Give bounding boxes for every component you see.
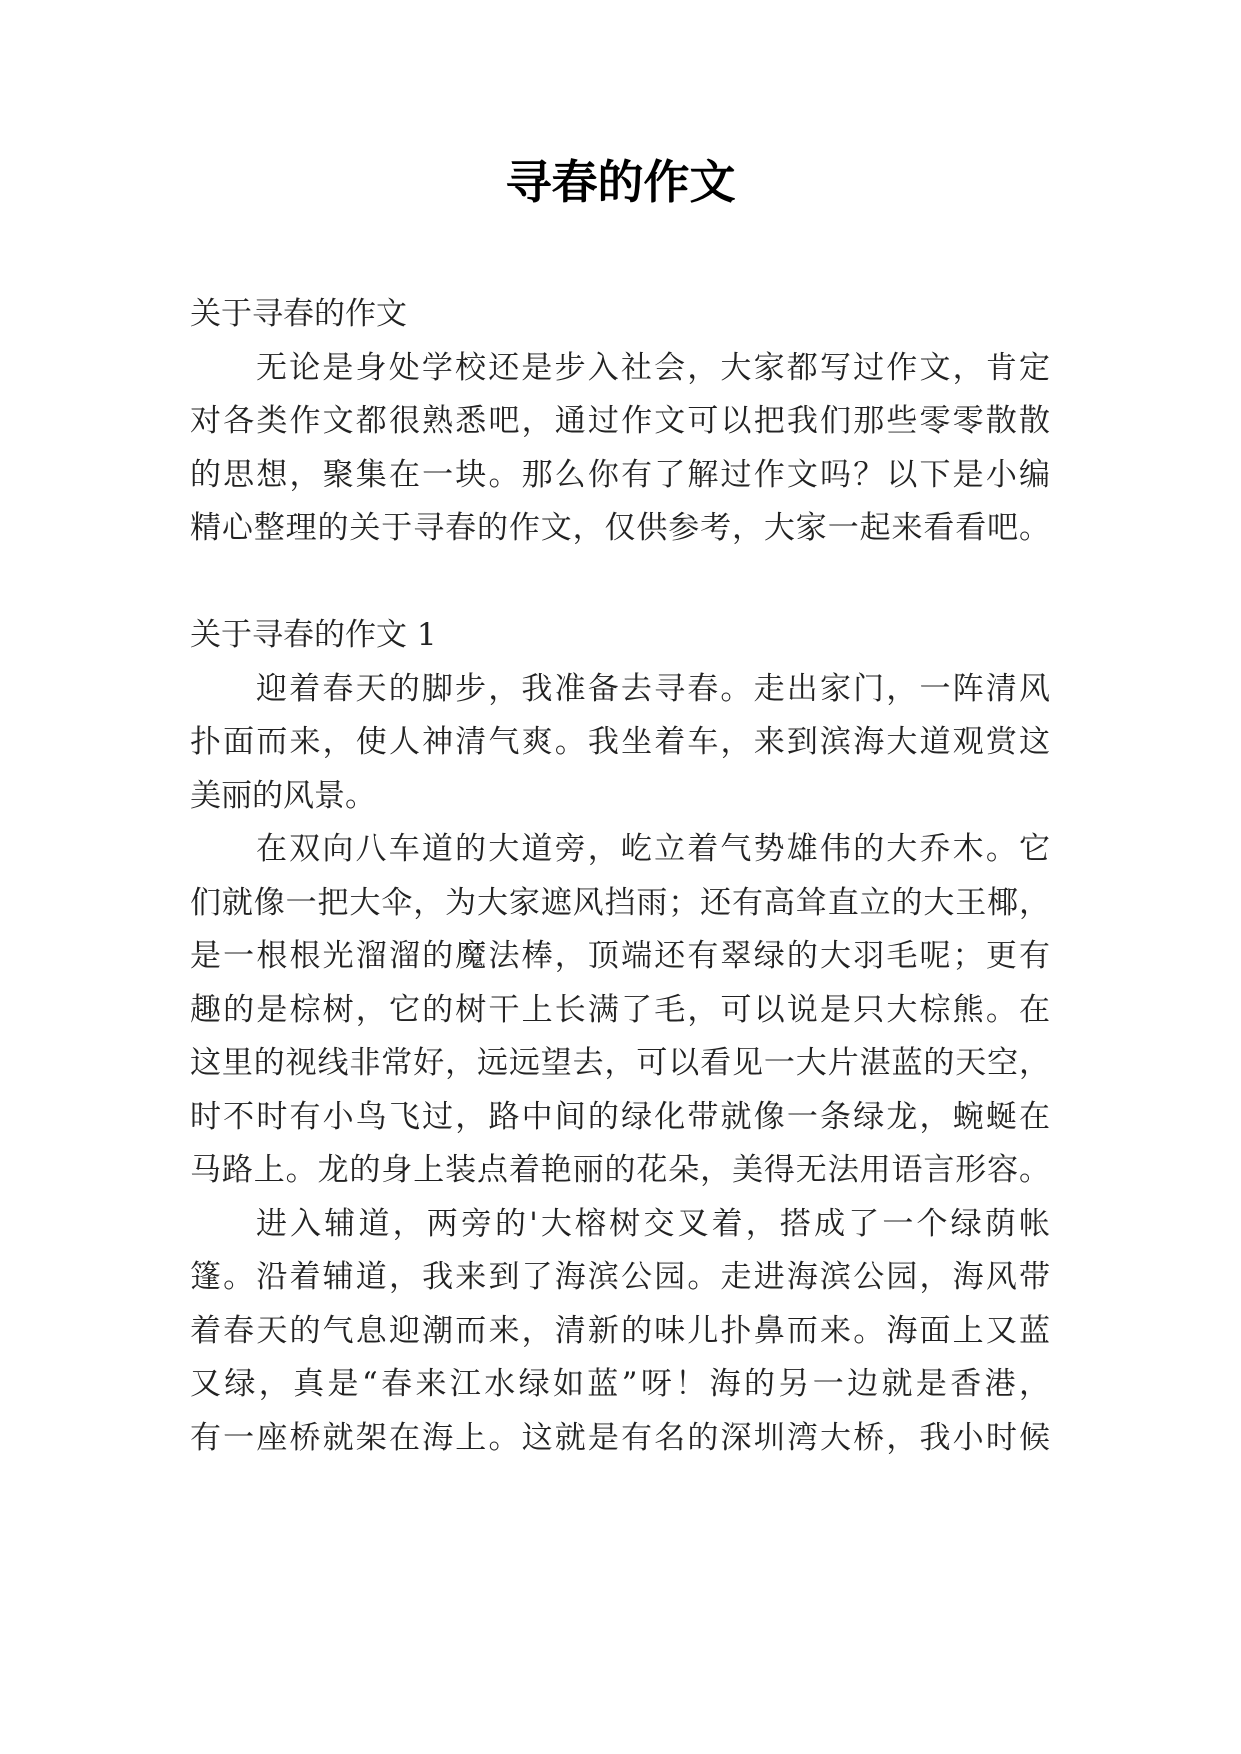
paragraph-line: 们就像一把大伞，为大家遮风挡雨；还有高耸直立的大王椰， xyxy=(190,884,1050,921)
paragraph-line: 时不时有小鸟飞过，路中间的绿化带就像一条绿龙，蜿蜒在 xyxy=(190,1098,1050,1135)
paragraph-line: 美丽的风景。 xyxy=(190,777,376,814)
paragraph-line: 篷。沿着辅道，我来到了海滨公园。走进海滨公园，海风带 xyxy=(190,1259,1050,1295)
paragraph-line: 是一根根光溜溜的魔法棒，顶端还有翠绿的大羽毛呢；更有 xyxy=(190,938,1050,974)
paragraph-line: 又绿，真是“春来江水绿如蓝”呀！海的另一边就是香港， xyxy=(190,1366,1050,1402)
paragraph-line: 进入辅道，两旁的'大榕树交叉着，搭成了一个绿荫帐 xyxy=(256,1205,1050,1242)
paragraph-line: 趣的是棕树，它的树干上长满了毛，可以说是只大棕熊。在 xyxy=(190,991,1050,1028)
paragraph-line: 马路上。龙的身上装点着艳丽的花朵，美得无法用语言形容。 xyxy=(190,1152,1050,1188)
paragraph-line: 的思想，聚集在一块。那么你有了解过作文吗？以下是小编 xyxy=(190,456,1050,493)
section-heading: 关于寻春的作文 xyxy=(190,296,407,332)
paragraph-line: 扑面而来，使人神清气爽。我坐着车，来到滨海大道观赏这 xyxy=(190,724,1050,760)
paragraph-line: 精心整理的关于寻春的作文，仅供参考，大家一起来看看吧。 xyxy=(190,510,1050,546)
paragraph-line: 迎着春天的脚步，我准备去寻春。走出家门，一阵清风 xyxy=(256,670,1050,707)
section-gap xyxy=(190,556,1050,610)
paragraph-line: 在双向八车道的大道旁，屹立着气势雄伟的大乔木。它 xyxy=(256,831,1050,867)
paragraph-line: 对各类作文都很熟悉吧，通过作文可以把我们那些零零散散 xyxy=(190,403,1050,439)
document-title: 寻春的作文 xyxy=(505,155,736,209)
paragraph-line: 着春天的气息迎潮而来，清新的味儿扑鼻而来。海面上又蓝 xyxy=(190,1312,1050,1349)
paragraph-line: 无论是身处学校还是步入社会，大家都写过作文，肯定 xyxy=(256,349,1050,386)
section-heading: 关于寻春的作文 1 xyxy=(190,617,437,653)
paragraph-line: 有一座桥就架在海上。这就是有名的深圳湾大桥，我小时候 xyxy=(190,1419,1050,1456)
document-body xyxy=(190,288,1050,1465)
paragraph-line: 这里的视线非常好，远远望去，可以看见一大片湛蓝的天空， xyxy=(190,1045,1050,1081)
